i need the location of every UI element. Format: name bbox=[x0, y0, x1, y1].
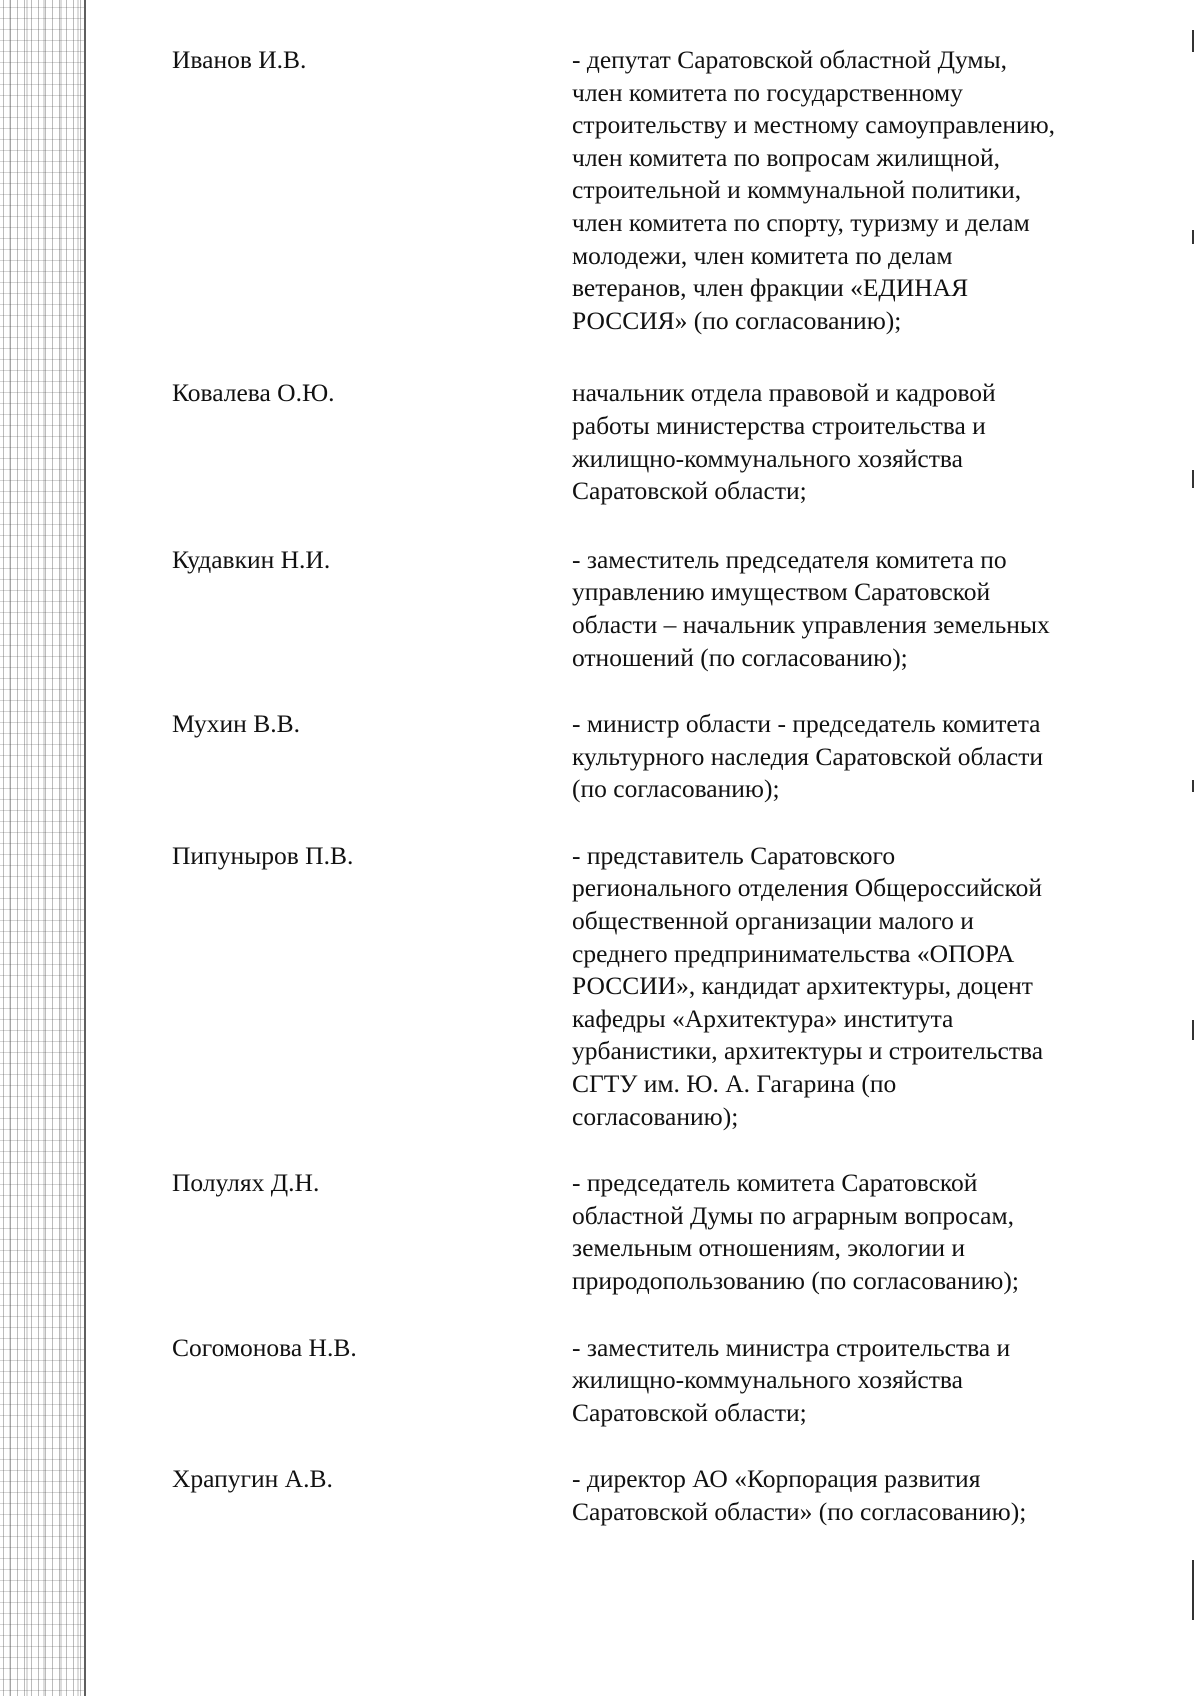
member-row bbox=[172, 840, 1132, 1133]
member-role: - заместитель министра строительства и жилищно-коммунального хозяйства Саратовской области; bbox=[572, 1332, 1011, 1427]
member-name: Мухин В.В. bbox=[172, 709, 300, 739]
member-name: Храпугин А.В. bbox=[172, 1464, 333, 1494]
member-role: - председатель комитета Саратовской областной Думы по аграрным вопросам, земельным отношениям, экологии и природопользованию (по согласованию); bbox=[572, 1168, 1019, 1295]
member-name: Иванов И.В. bbox=[172, 45, 307, 74]
member-row bbox=[172, 44, 1132, 337]
member-row bbox=[172, 377, 1132, 507]
scan-noise-strip bbox=[0, 0, 86, 1696]
member-role: - директор АО «Корпорация развития Саратовской области» (по согласованию); bbox=[572, 1464, 1027, 1526]
member-role: начальник отдела правовой и кадровой работы министерства строительства и жилищно-коммунального хозяйства Саратовской области; bbox=[572, 378, 996, 506]
member-name: Ковалева О.Ю. bbox=[172, 378, 335, 408]
member-role: - заместитель председателя комитета по управлению имуществом Саратовской области – начальник управления земельных отношений (по согласованию); bbox=[572, 544, 1050, 672]
scan-edge-marks bbox=[1190, 0, 1196, 1696]
member-name: Согомонова Н.В. bbox=[172, 1332, 357, 1362]
member-row bbox=[172, 544, 1132, 674]
member-name: Кудавкин Н.И. bbox=[172, 544, 331, 574]
member-name: Пипуныров П.В. bbox=[172, 840, 354, 870]
member-name: Полулях Д.Н. bbox=[172, 1168, 320, 1198]
member-role: - представитель Саратовского регионального отделения Общероссийской общественной организации малого и среднего предпринимательства «ОПОРА РОССИИ», кандидат архитектуры, доцент кафедры «Архитектура» института урбанистики, архитектуры и строительства СГТУ им. Ю. А. Гагарина (по согласованию); bbox=[572, 840, 1044, 1131]
member-row bbox=[172, 1167, 1132, 1297]
commission-members-list bbox=[172, 44, 1132, 1529]
member-role: - депутат Саратовской областной Думы, член комитета по государственному строительству и местному самоуправлению, член комитета по вопросам жилищной, строительной и коммунальной политики, член комитета по спорту, туризму и делам молодежи, член комитета по делам ветеранов, член фракции «ЕДИНАЯ РОССИЯ» (по согласованию); bbox=[572, 45, 1056, 335]
member-row bbox=[172, 708, 1132, 806]
member-row bbox=[172, 1332, 1132, 1430]
member-row bbox=[172, 1463, 1132, 1528]
member-role: - министр области - председатель комитета культурного наследия Саратовской области (по согласованию); bbox=[572, 709, 1044, 804]
